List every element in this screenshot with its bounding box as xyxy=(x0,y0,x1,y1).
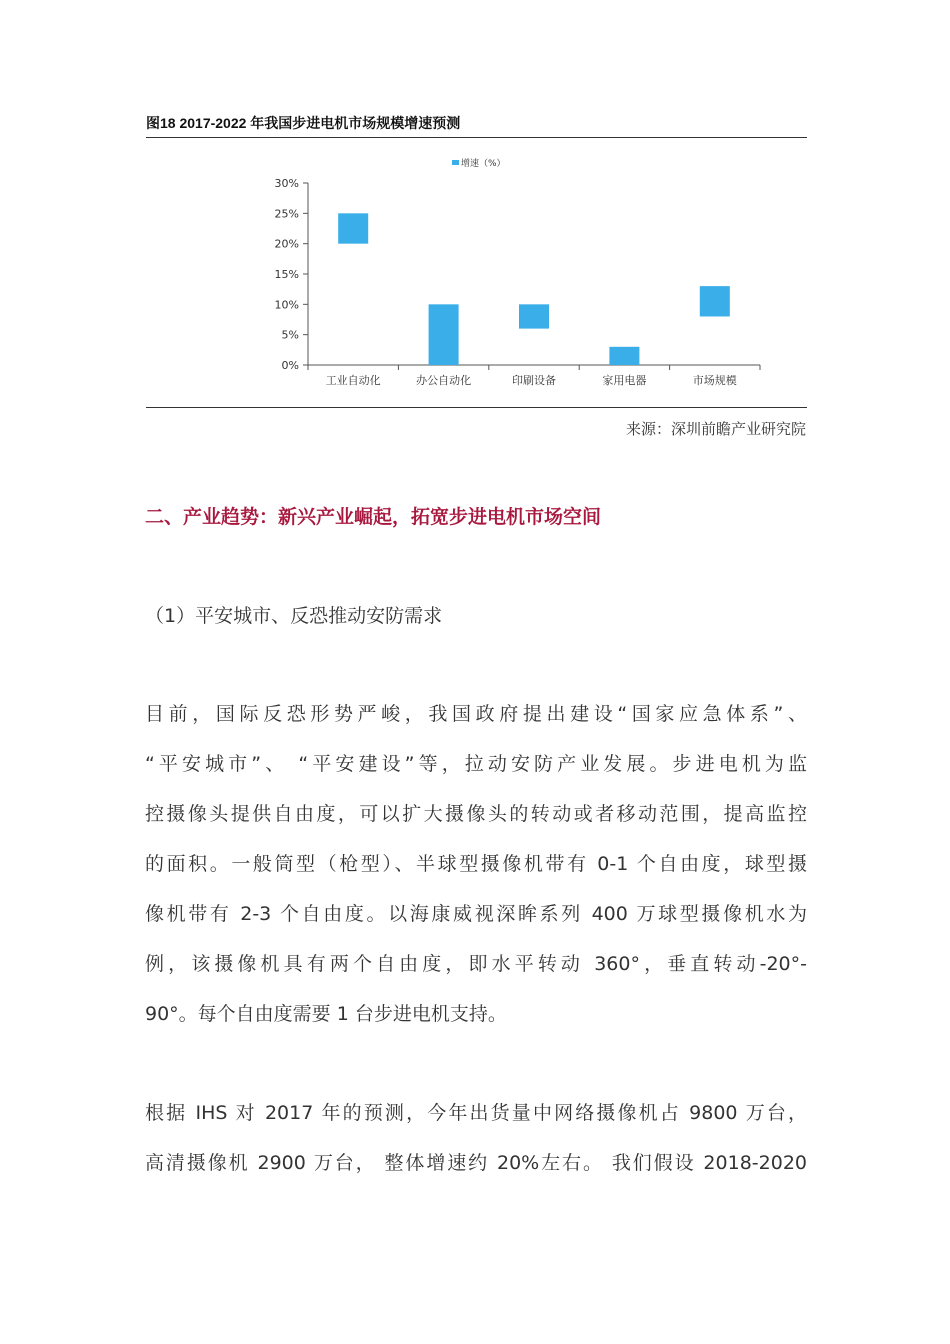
paragraph-1 xyxy=(145,689,807,1039)
y-tick-label: 25% xyxy=(274,207,299,221)
bar xyxy=(429,304,459,365)
legend-swatch xyxy=(452,160,459,165)
x-axis xyxy=(308,365,760,387)
bar xyxy=(519,304,549,328)
chart-legend xyxy=(452,157,506,169)
figure-source: 来源：深圳前瞻产业研究院 xyxy=(625,420,806,438)
y-tick-label: 15% xyxy=(274,268,299,281)
paragraph-line: 例，该摄像机具有两个自由度，即水平转动 360°，垂直转动-20°- xyxy=(145,953,807,975)
bar-series xyxy=(338,213,730,365)
paragraph-line: “平安城市”、 “平安建设”等，拉动安防产业发展。步进电机为监 xyxy=(145,753,807,775)
paragraph-line: 目前，国际反恐形势严峻，我国政府提出建设“国家应急体系”、 xyxy=(145,703,807,725)
caption-rule xyxy=(146,137,807,138)
x-tick-label: 家用电器 xyxy=(602,374,647,387)
paragraph-line: 像机带有 2-3 个自由度。以海康威视深眸系列 400 万球型摄像机水为 xyxy=(145,903,807,925)
bar xyxy=(609,347,639,365)
y-tick-label: 10% xyxy=(274,298,299,312)
paragraph-line: 90°。每个自由度需要 1 台步进电机支持。 xyxy=(145,1003,507,1025)
section-title: 二、产业趋势：新兴产业崛起，拓宽步进电机市场空间 xyxy=(145,506,602,528)
x-tick-label: 工业自动化 xyxy=(325,374,381,387)
figure-caption: 图18 2017-2022 年我国步进电机市场规模增速预测 xyxy=(146,115,461,131)
bar xyxy=(338,213,368,243)
y-tick-label: 20% xyxy=(274,237,299,251)
x-tick-label: 市场规模 xyxy=(692,374,737,387)
paragraph-line: 控摄像头提供自由度，可以扩大摄像头的转动或者移动范围，提高监控 xyxy=(145,803,807,825)
paragraph-line: 根据 IHS 对 2017 年的预测，今年出货量中网络摄像机占 9800 万台， xyxy=(145,1102,807,1124)
legend-label: 增速（%） xyxy=(461,159,506,169)
y-tick-label: 5% xyxy=(281,328,299,342)
bar-chart xyxy=(146,140,806,402)
y-tick-label: 0% xyxy=(281,359,299,372)
y-axis xyxy=(275,177,308,372)
paragraph-line: 的面积。一般筒型（枪型）、半球型摄像机带有 0-1 个自由度，球型摄 xyxy=(145,853,807,875)
x-tick-label: 印刷设备 xyxy=(512,374,556,387)
paragraph-2 xyxy=(145,1088,807,1188)
source-rule xyxy=(146,407,807,408)
bar xyxy=(700,286,730,316)
x-tick-label: 办公自动化 xyxy=(416,374,472,387)
y-tick-label: 30% xyxy=(274,177,299,190)
subsection-title: （1）平安城市、反恐推动安防需求 xyxy=(145,605,443,627)
paragraph-line: 高清摄像机 2900 万台， 整体增速约 20%左右。 我们假设 2018-2020 xyxy=(145,1152,807,1174)
